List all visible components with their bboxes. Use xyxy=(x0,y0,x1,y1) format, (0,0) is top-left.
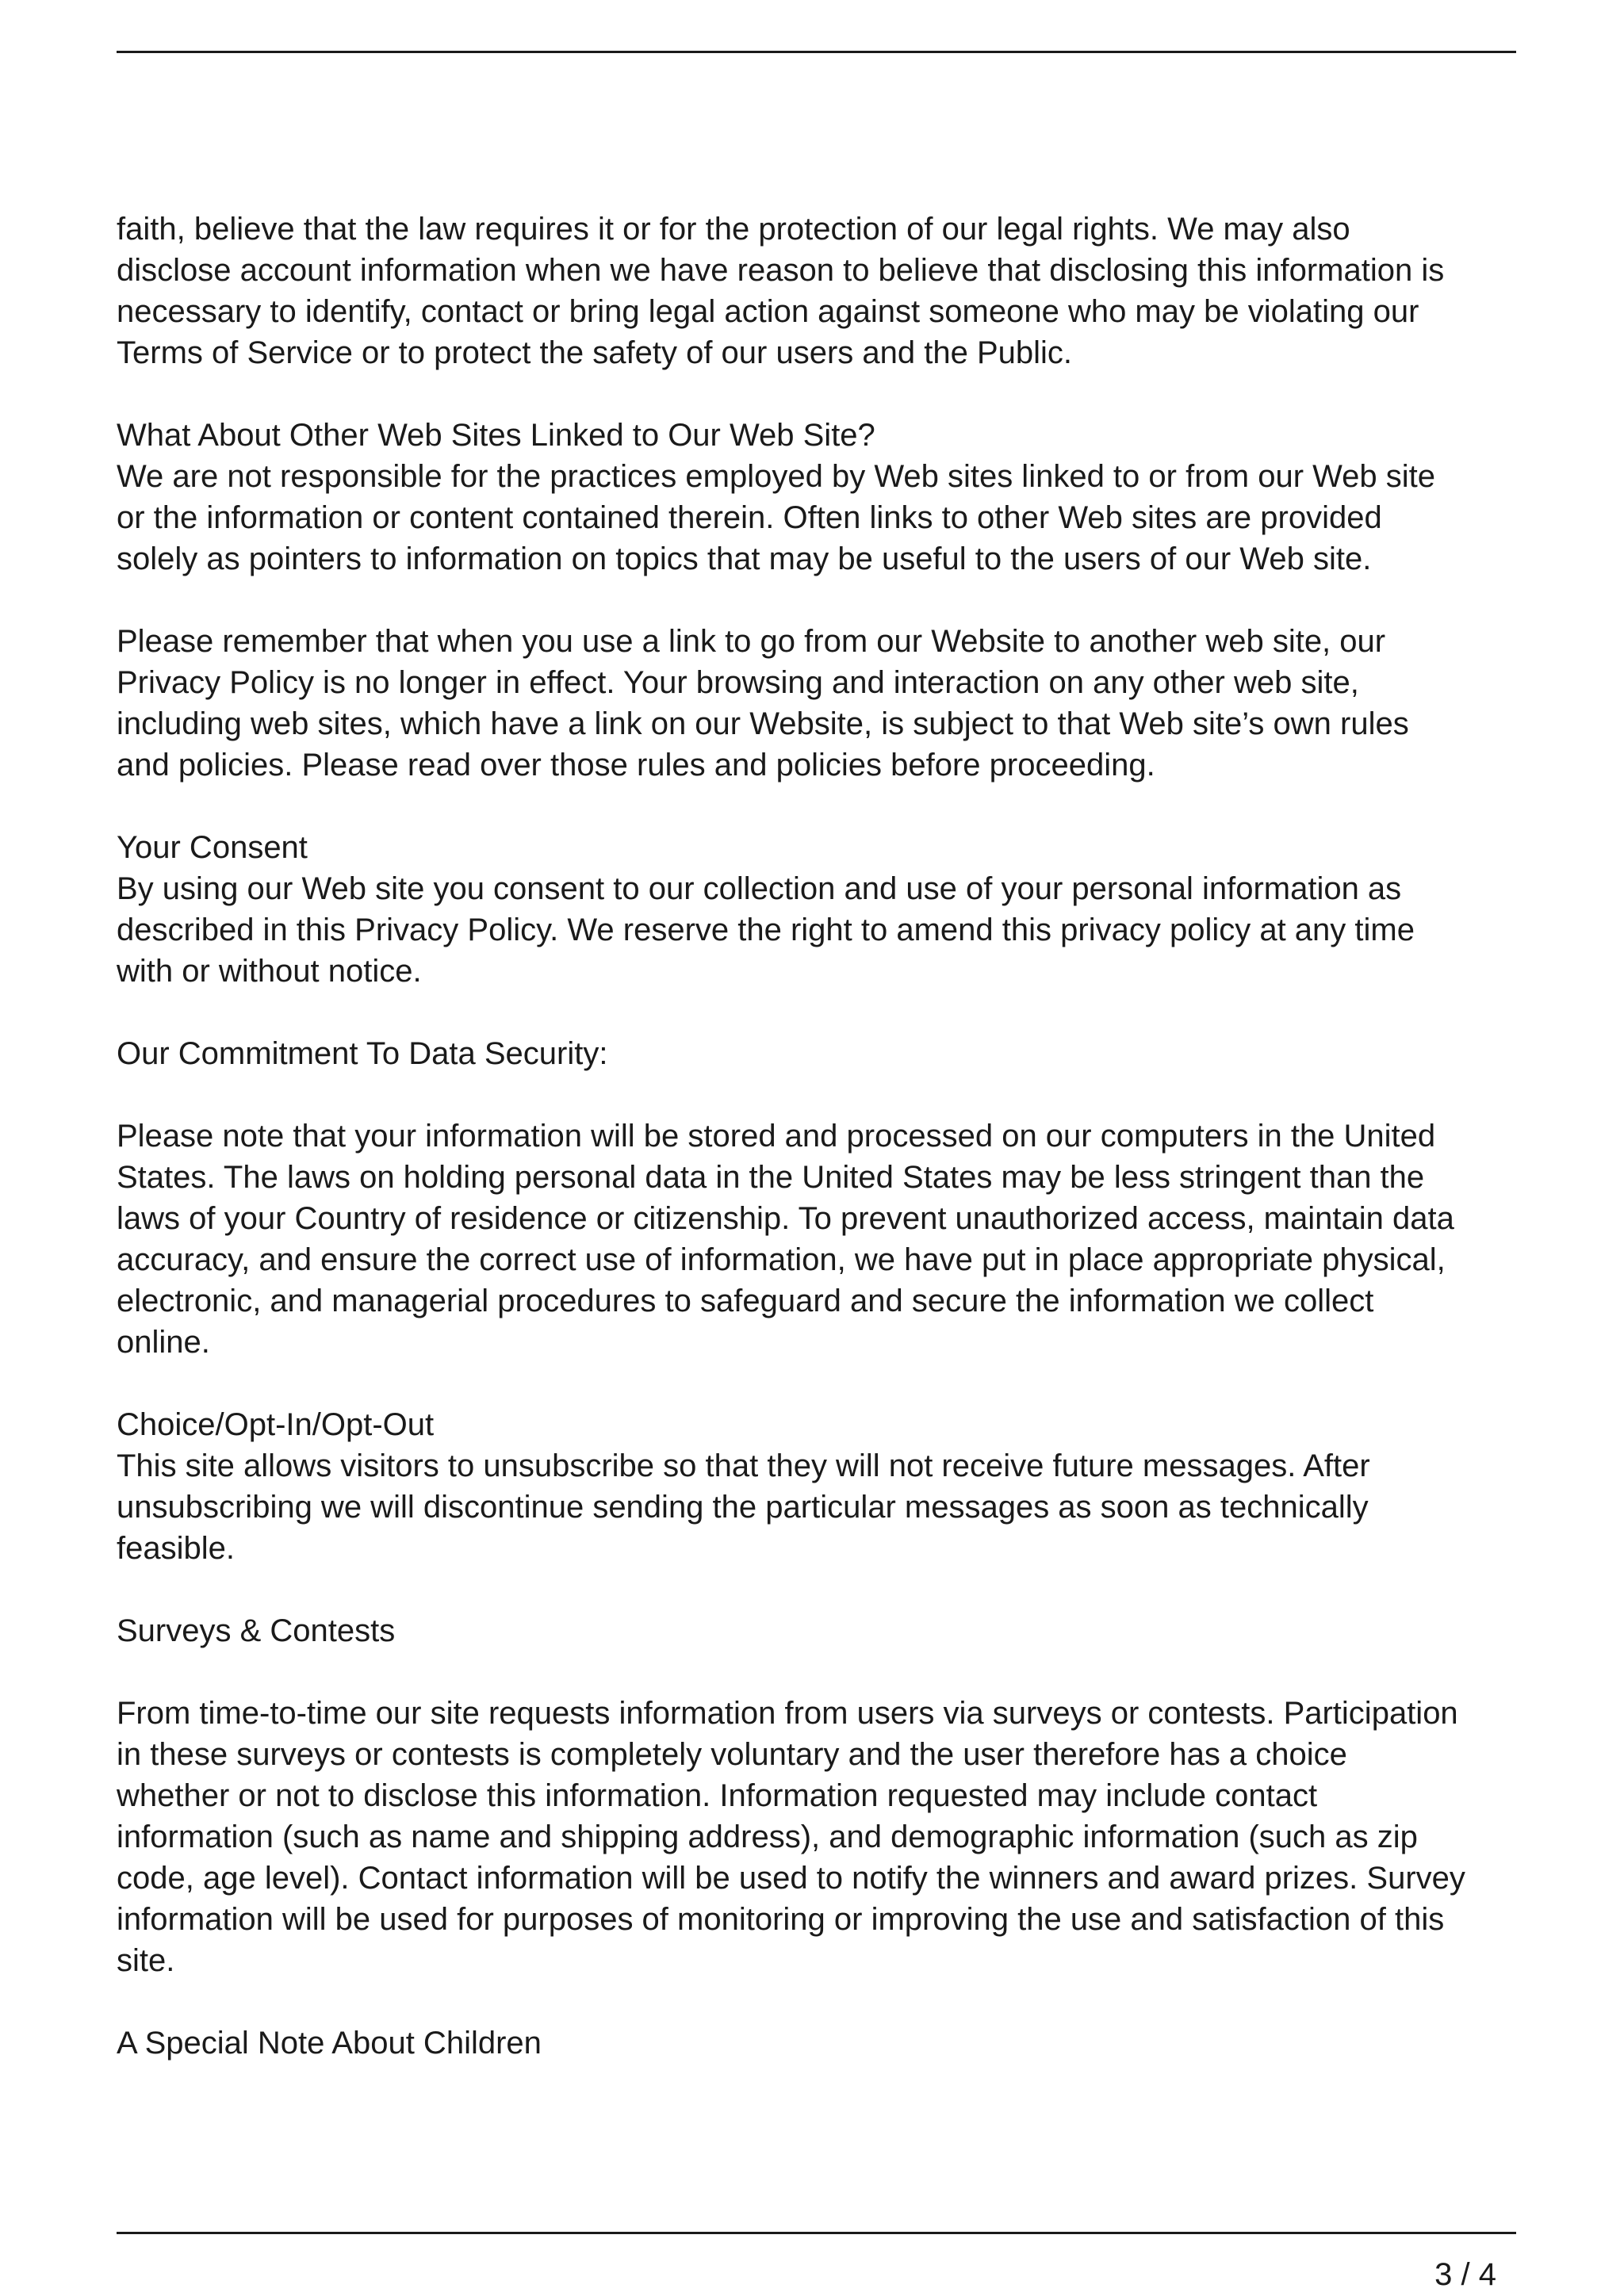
paragraph-line: electronic, and managerial procedures to safeguard and secure the information we collect xyxy=(117,1284,1374,1318)
paragraph-line: Please remember that when you use a link to go from our Website to another web site, our xyxy=(117,624,1386,659)
page-number: 3 / 4 xyxy=(1434,2257,1496,2292)
section-heading-data-security: Our Commitment To Data Security: xyxy=(117,1036,608,1071)
paragraph-line: accuracy, and ensure the correct use of information, we have put in place appropriate physical, xyxy=(117,1242,1446,1277)
paragraph-line: States. The laws on holding personal data in the United States may be less stringent than the xyxy=(117,1160,1425,1195)
paragraph-gap xyxy=(117,786,1536,827)
paragraph-line: including web sites, which have a link on our Website, is subject to that Web site’s own rules xyxy=(117,706,1409,741)
paragraph-line: faith, believe that the law requires it or for the protection of our legal rights. We may also xyxy=(117,212,1350,247)
paragraph-line: in these surveys or contests is completely voluntary and the user therefore has a choice xyxy=(117,1737,1347,1772)
paragraph-line: or the information or content contained therein. Often links to other Web sites are provided xyxy=(117,500,1382,535)
section-heading-opt-in-out: Choice/Opt-In/Opt-Out xyxy=(117,1407,435,1442)
paragraph-gap xyxy=(117,1569,1536,1610)
paragraph-gap xyxy=(117,1074,1536,1115)
footer-rule xyxy=(117,2232,1516,2234)
paragraph-line: and policies. Please read over those rules and policies before proceeding. xyxy=(117,748,1155,783)
document-body xyxy=(117,209,1536,2064)
paragraph-gap xyxy=(117,1363,1536,1404)
paragraph-line: unsubscribing we will discontinue sending the particular messages as soon as technically xyxy=(117,1490,1369,1525)
section-heading-surveys-contests: Surveys & Contests xyxy=(117,1613,396,1648)
section-heading-linked-sites: What About Other Web Sites Linked to Our Web Site? xyxy=(117,418,875,453)
section-heading-children: A Special Note About Children xyxy=(117,2026,542,2061)
paragraph-line: necessary to identify, contact or bring legal action against someone who may be violating our xyxy=(117,294,1419,329)
paragraph-gap xyxy=(117,992,1536,1033)
paragraph-line: described in this Privacy Policy. We reserve the right to amend this privacy policy at any time xyxy=(117,913,1415,947)
header-rule xyxy=(117,51,1516,53)
paragraph-line: Terms of Service or to protect the safety of our users and the Public. xyxy=(117,335,1073,370)
paragraph-line: online. xyxy=(117,1325,210,1360)
paragraph-gap xyxy=(117,1651,1536,1693)
paragraph-line: information will be used for purposes of monitoring or improving the use and satisfaction of this xyxy=(117,1902,1445,1937)
paragraph-line: This site allows visitors to unsubscribe so that they will not receive future messages. After xyxy=(117,1448,1370,1483)
paragraph-gap xyxy=(117,1981,1536,2022)
paragraph-gap xyxy=(117,580,1536,621)
paragraph-line: feasible. xyxy=(117,1531,235,1566)
paragraph-line: We are not responsible for the practices employed by Web sites linked to or from our Web site xyxy=(117,459,1436,494)
paragraph-line: site. xyxy=(117,1943,175,1978)
paragraph-line: code, age level). Contact information will be used to notify the winners and award prizes. Survey xyxy=(117,1861,1465,1896)
paragraph-line: From time-to-time our site requests information from users via surveys or contests. Participation xyxy=(117,1696,1458,1731)
paragraph-gap xyxy=(117,373,1536,415)
paragraph-line: whether or not to disclose this information. Information requested may include contact xyxy=(117,1778,1318,1813)
paragraph-line: disclose account information when we have reason to believe that disclosing this information is xyxy=(117,253,1445,288)
section-heading-your-consent: Your Consent xyxy=(117,830,308,865)
paragraph-line: Privacy Policy is no longer in effect. Your browsing and interaction on any other web site, xyxy=(117,665,1359,700)
paragraph-line: information (such as name and shipping address), and demographic information (such as zip xyxy=(117,1820,1418,1854)
paragraph-line: By using our Web site you consent to our collection and use of your personal information as xyxy=(117,871,1402,906)
paragraph-line: solely as pointers to information on topics that may be useful to the users of our Web site. xyxy=(117,541,1372,576)
paragraph-line: Please note that your information will be stored and processed on our computers in the United xyxy=(117,1119,1436,1154)
paragraph-line: with or without notice. xyxy=(117,954,422,989)
paragraph-line: laws of your Country of residence or citizenship. To prevent unauthorized access, maintain data xyxy=(117,1201,1454,1236)
